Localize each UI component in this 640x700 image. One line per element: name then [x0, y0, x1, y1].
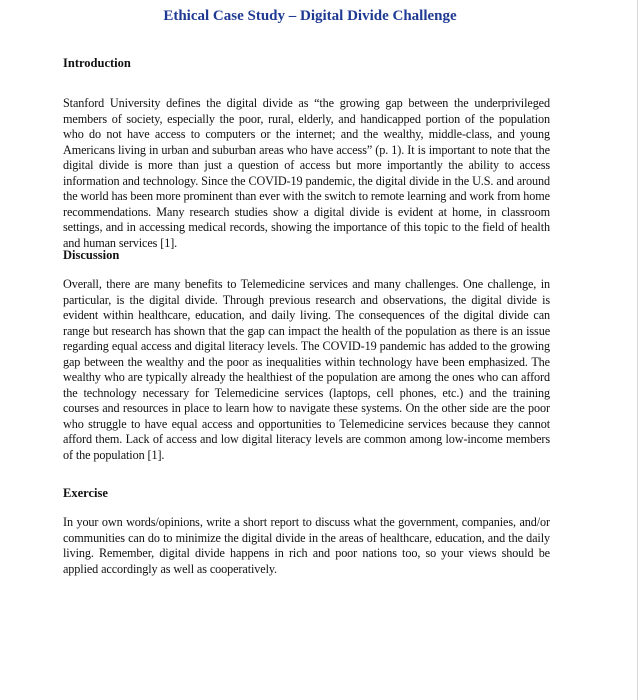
exercise-paragraph: In your own words/opinions, write a short report to discuss what the government, companies, and/or communities can do to minimize the digital divide in the areas of healthcare, education, and the daily living. Remember, digital divide happens in rich and poor nations too, so your views should be applied accordingly as well as cooperatively. [63, 515, 550, 576]
introduction-heading: Introduction [63, 56, 131, 70]
discussion-paragraph: Overall, there are many benefits to Telemedicine services and many challenges. One challenge, in particular, is the digital divide. Through previous research and observations, the digital divide is evident within healthcare, education, and daily living. The consequences of the digital divide can range but research has shown that the gap can impact the health of the population as there is an issue regarding equal access and digital literacy levels. The COVID-19 pandemic has added to the growing gap between the wealthy and the poor as inequalities within technology have been emphasized. The wealthy who are typically already the healthiest of the population are among the ones who can afford the technology necessary for Telemedicine services (laptops, cell phones, etc.) and the training courses and resources in place to learn how to navigate these systems. On the other side are the poor who struggle to have equal access and opportunities to Telemedicine services because they cannot afford them. Lack of access and low digital literacy levels are common among low-income members of the population [1]. [63, 277, 550, 462]
exercise-heading: Exercise [63, 486, 108, 500]
document-title: Ethical Case Study – Digital Divide Challenge [163, 8, 457, 24]
introduction-paragraph: Stanford University defines the digital divide as “the growing gap between the underprivileged members of society, especially the poor, rural, elderly, and handicapped portion of the population who do not have access to computers or the internet; and the wealthy, middle-class, and young Americans living in urban and suburban areas who have access” (p. 1). It is important to note that the digital divide is more than just a question of access but more importantly the ability to access information and technology. Since the COVID-19 pandemic, the digital divide in the U.S. and around the world has been more prominent than ever with the switch to remote learning and work from home recommendations. Many research studies show a digital divide is evident at home, in classroom settings, and in accessing medical records, showing the importance of this topic to the field of health and human services [1]. [63, 96, 550, 250]
discussion-heading: Discussion [63, 248, 120, 262]
page-edge-divider [637, 0, 638, 700]
